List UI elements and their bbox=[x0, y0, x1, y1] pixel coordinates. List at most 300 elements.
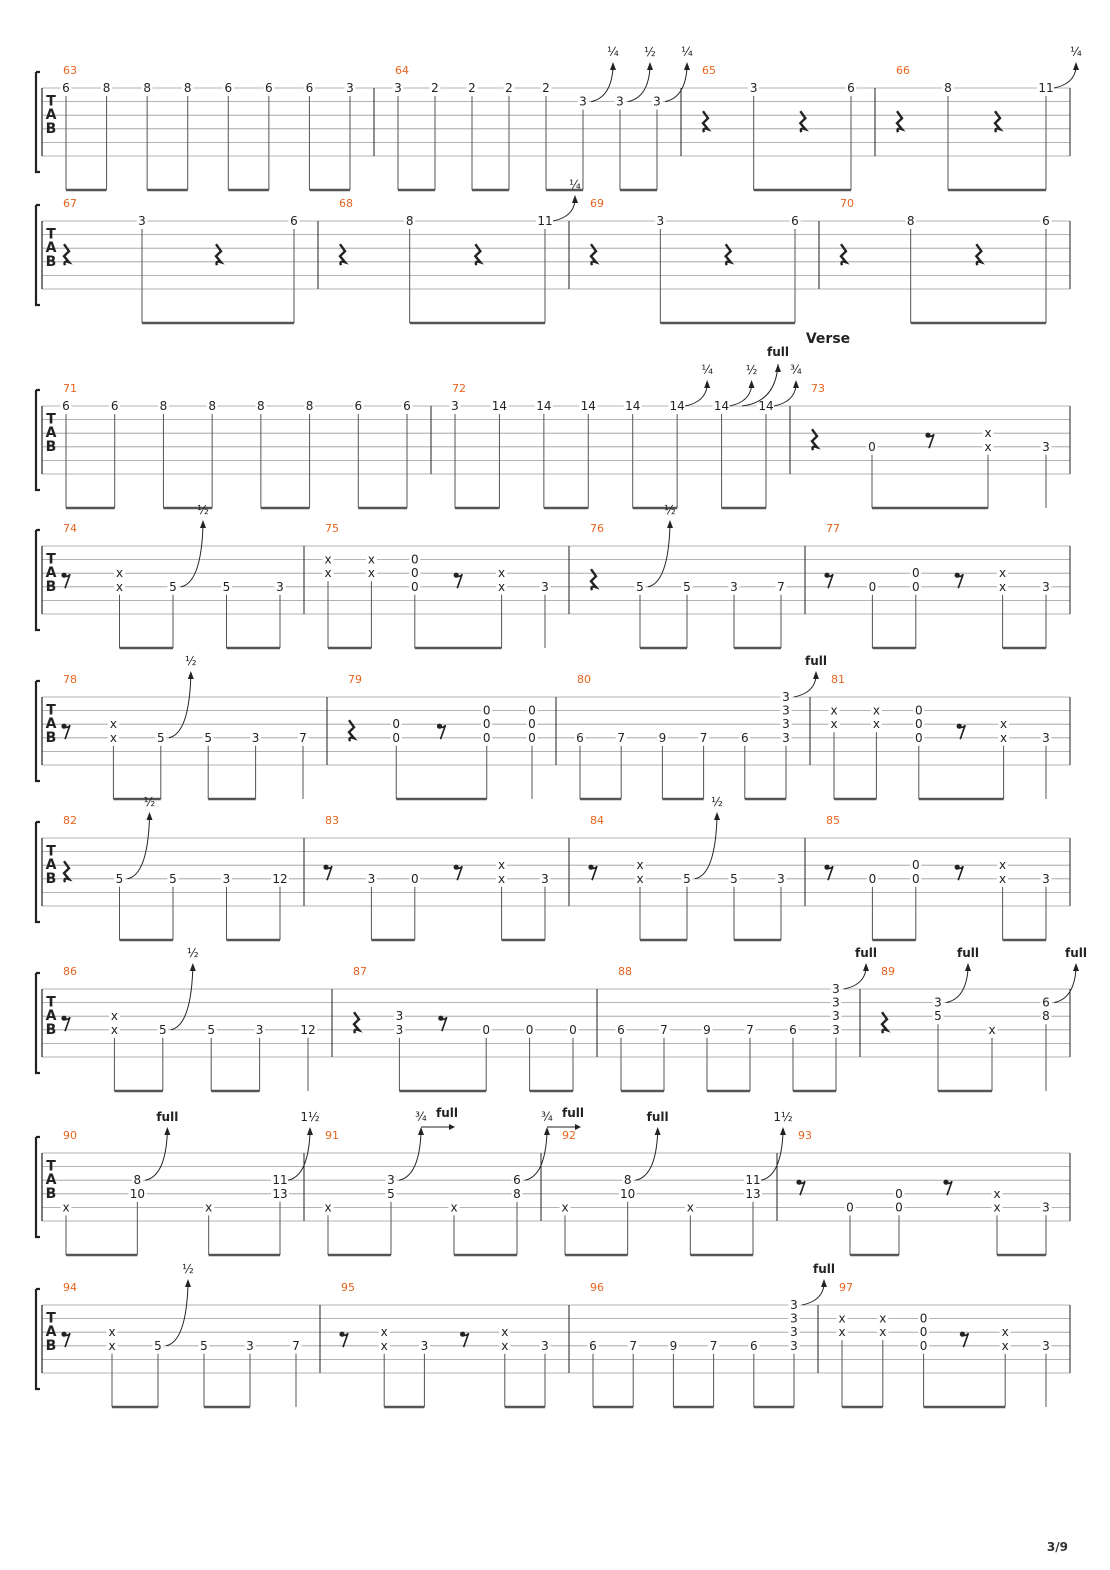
fret-number: 2 bbox=[468, 81, 476, 95]
fret-number: x bbox=[879, 1311, 887, 1326]
tab-note bbox=[391, 717, 402, 799]
fret-number: x bbox=[501, 1325, 509, 1340]
tab-clef-b: B bbox=[45, 870, 57, 887]
measure-number: 94 bbox=[63, 1281, 77, 1294]
rest bbox=[897, 111, 902, 132]
fret-number: 0 bbox=[846, 1200, 854, 1215]
tab-note bbox=[635, 503, 676, 648]
fret-number: 2 bbox=[542, 81, 550, 95]
measure-number: 83 bbox=[325, 814, 339, 827]
bend-curve bbox=[648, 526, 670, 587]
fret-number: 3 bbox=[541, 579, 549, 594]
tab-clef-b: B bbox=[45, 578, 57, 595]
fret-number: 6 bbox=[617, 1022, 625, 1037]
fret-number: 6 bbox=[1042, 214, 1050, 228]
fret-number: 12 bbox=[272, 871, 288, 886]
fret-number: x bbox=[498, 858, 506, 873]
fret-number: 0 bbox=[914, 717, 923, 732]
tab-clef-a: A bbox=[45, 1324, 57, 1341]
fret-number: 3 bbox=[749, 81, 758, 95]
tab-note bbox=[748, 81, 759, 190]
measure-82 bbox=[63, 795, 289, 940]
fret-number: 9 bbox=[658, 730, 667, 745]
fret-number: 0 bbox=[528, 730, 536, 745]
bend-arrow bbox=[572, 195, 578, 203]
bend-amount: full bbox=[805, 654, 827, 668]
rest bbox=[339, 1332, 348, 1348]
fret-number: 6 bbox=[740, 730, 749, 745]
fret-number: x bbox=[838, 1325, 846, 1340]
fret-number: 0 bbox=[528, 717, 536, 732]
fret-number: 5 bbox=[156, 730, 165, 745]
tab-note bbox=[114, 795, 155, 940]
tab-note bbox=[155, 654, 196, 799]
fret-number: 3 bbox=[420, 1338, 429, 1353]
bend-amount: 1½ bbox=[300, 1110, 320, 1124]
tab-note bbox=[393, 81, 404, 190]
fret-number: x bbox=[984, 439, 992, 454]
measure-number: 95 bbox=[341, 1281, 355, 1294]
fret-number: 3 bbox=[138, 214, 146, 228]
tab-note bbox=[578, 45, 620, 190]
tab-note bbox=[430, 81, 441, 190]
fret-number: 3 bbox=[1042, 1338, 1050, 1353]
tab-note bbox=[114, 566, 125, 648]
fret-number: 3 bbox=[255, 1022, 264, 1037]
rest bbox=[588, 865, 597, 881]
tab-note bbox=[713, 363, 758, 508]
fret-number: 0 bbox=[895, 1186, 903, 1201]
bend-curve bbox=[145, 1133, 167, 1180]
fret-number: 8 bbox=[143, 81, 151, 95]
fret-number: x bbox=[1001, 1325, 1009, 1340]
measure-75 bbox=[323, 522, 551, 648]
fret-number: 0 bbox=[525, 1022, 534, 1037]
tab-note bbox=[142, 81, 153, 190]
bend-arrow bbox=[544, 1127, 550, 1135]
fret-number: 8 bbox=[159, 399, 168, 413]
fret-number: 8 bbox=[102, 81, 111, 95]
tab-note bbox=[271, 1110, 320, 1255]
measure-number: 71 bbox=[63, 382, 77, 395]
tab-system-3 bbox=[36, 331, 1070, 508]
fret-number: 0 bbox=[482, 717, 491, 732]
tab-system-5 bbox=[36, 654, 1070, 799]
fret-number: x bbox=[110, 1022, 118, 1037]
fret-number: 6 bbox=[354, 399, 363, 413]
fret-number: 3 bbox=[246, 1338, 254, 1353]
bend-amount: ½ bbox=[197, 503, 209, 517]
system-bracket bbox=[36, 973, 40, 1073]
fret-number: x bbox=[498, 579, 506, 594]
fret-number: x bbox=[999, 566, 1007, 581]
fret-number: x bbox=[830, 717, 838, 732]
tab-note bbox=[905, 214, 916, 323]
fret-number: x bbox=[838, 1311, 846, 1326]
measure-number: 75 bbox=[325, 522, 339, 535]
fret-number: x bbox=[686, 1200, 694, 1215]
bend-amount: ¼ bbox=[1070, 45, 1082, 59]
measure-94 bbox=[61, 1262, 301, 1407]
tab-system-1 bbox=[36, 45, 1082, 190]
bend-curve bbox=[288, 1133, 310, 1180]
bend-arrow bbox=[655, 1127, 661, 1135]
fret-number: x bbox=[110, 1009, 118, 1024]
bend-curve bbox=[128, 818, 150, 879]
tab-note bbox=[379, 1325, 390, 1407]
fret-number: 12 bbox=[300, 1022, 316, 1037]
fret-number: 5 bbox=[200, 1338, 208, 1353]
rest bbox=[340, 244, 345, 265]
fret-number: 6 bbox=[589, 1338, 597, 1353]
measure-number: 65 bbox=[702, 64, 716, 77]
fret-number: x bbox=[1001, 1338, 1009, 1353]
measure-70 bbox=[840, 197, 1052, 323]
tab-note bbox=[157, 946, 198, 1091]
fret-number: x bbox=[999, 858, 1007, 873]
fret-number: 7 bbox=[777, 579, 785, 594]
tab-note bbox=[682, 795, 723, 940]
fret-number: 0 bbox=[868, 439, 876, 454]
rest bbox=[61, 724, 70, 740]
fret-number: 7 bbox=[629, 1338, 638, 1353]
bend-arrow bbox=[813, 671, 819, 679]
rest bbox=[955, 865, 964, 881]
rest bbox=[995, 111, 1000, 132]
bend-amount: full bbox=[1065, 946, 1087, 960]
tab-note bbox=[101, 81, 112, 190]
measure-97 bbox=[837, 1281, 1052, 1407]
tab-clef-a: A bbox=[45, 716, 57, 733]
tab-clef-t: T bbox=[46, 93, 56, 110]
measure-number: 89 bbox=[881, 965, 895, 978]
bend-amount: ½ bbox=[664, 503, 676, 517]
measure-number: 76 bbox=[590, 522, 604, 535]
bend-amount: ¾ bbox=[790, 363, 802, 377]
fret-number: 3 bbox=[782, 690, 790, 704]
rest bbox=[454, 573, 463, 589]
fret-number: 0 bbox=[914, 703, 923, 718]
fret-number: 11 bbox=[272, 1173, 288, 1188]
measure-number: 90 bbox=[63, 1129, 77, 1142]
tab-clef-b: B bbox=[45, 1021, 57, 1038]
tab-system-7 bbox=[36, 946, 1087, 1091]
fret-number: 5 bbox=[730, 871, 738, 886]
fret-number: 3 bbox=[790, 1298, 798, 1312]
fret-number: 3 bbox=[251, 730, 260, 745]
fret-number: 8 bbox=[183, 81, 192, 95]
fret-number: 14 bbox=[491, 399, 508, 413]
fret-number: x bbox=[324, 552, 332, 567]
fret-number: 0 bbox=[410, 552, 419, 567]
fret-number: x bbox=[367, 552, 375, 567]
bend-arrow bbox=[188, 671, 194, 679]
tab-note bbox=[790, 214, 801, 323]
fret-number: 10 bbox=[620, 1186, 636, 1201]
tab-note bbox=[168, 503, 209, 648]
rest bbox=[796, 1180, 805, 1196]
fret-number: 3 bbox=[832, 982, 840, 996]
fret-number: 3 bbox=[541, 1338, 549, 1353]
fret-number: x bbox=[324, 566, 332, 581]
rest bbox=[61, 573, 70, 589]
fret-number: 0 bbox=[482, 730, 491, 745]
fret-number: 14 bbox=[580, 399, 596, 413]
tab-note bbox=[490, 399, 508, 508]
fret-number: 7 bbox=[617, 730, 626, 745]
bend-arrow bbox=[749, 380, 755, 388]
bend-arrow bbox=[863, 963, 869, 971]
bend-curve bbox=[636, 1133, 658, 1180]
tab-note bbox=[504, 81, 515, 190]
bend-curve bbox=[685, 386, 707, 406]
fret-number: 6 bbox=[305, 81, 314, 95]
tab-clef-t: T bbox=[46, 994, 56, 1011]
bend-arrow bbox=[190, 963, 196, 971]
bend-curve bbox=[774, 386, 796, 406]
fret-number: 8 bbox=[257, 399, 265, 413]
fret-number: 6 bbox=[265, 81, 273, 95]
fret-number: 5 bbox=[115, 871, 124, 886]
tab-note bbox=[1037, 45, 1082, 190]
measure-85 bbox=[824, 814, 1051, 940]
measure-number: 72 bbox=[452, 382, 466, 395]
tab-note bbox=[983, 426, 994, 508]
measure-79 bbox=[348, 673, 538, 799]
rest bbox=[475, 244, 480, 265]
bend-amount: ½ bbox=[182, 1262, 194, 1276]
tab-note bbox=[1041, 1200, 1052, 1255]
fret-number: 14 bbox=[625, 399, 641, 413]
bend-arrow bbox=[684, 62, 690, 70]
measure-90 bbox=[61, 1110, 320, 1255]
tab-clef-b: B bbox=[45, 120, 57, 137]
measure-number: 82 bbox=[63, 814, 77, 827]
measure-number: 63 bbox=[63, 64, 77, 77]
fret-number: x bbox=[205, 1200, 213, 1215]
rest bbox=[960, 1332, 969, 1348]
fret-number: 5 bbox=[169, 579, 177, 594]
fret-number: x bbox=[636, 858, 644, 873]
rest bbox=[824, 573, 833, 589]
bend-arrow bbox=[647, 62, 653, 70]
fret-number: x bbox=[988, 1022, 996, 1037]
tab-note bbox=[496, 566, 507, 648]
measure-78 bbox=[61, 654, 308, 799]
rest bbox=[824, 865, 833, 881]
fret-number: 3 bbox=[541, 871, 549, 886]
fret-number: x bbox=[872, 717, 880, 732]
bend-amount: ½ bbox=[711, 795, 723, 809]
tab-note bbox=[997, 858, 1008, 940]
tab-note bbox=[619, 1110, 669, 1255]
tab-note bbox=[61, 399, 72, 508]
bend-curve bbox=[1054, 68, 1076, 88]
bend-amount: ¼ bbox=[569, 178, 581, 192]
fret-number: x bbox=[872, 703, 880, 718]
tab-note bbox=[304, 399, 315, 508]
fret-number: 8 bbox=[906, 214, 915, 228]
measure-number: 91 bbox=[325, 1129, 339, 1142]
fret-number: x bbox=[498, 566, 506, 581]
tab-note bbox=[535, 399, 553, 508]
measure-92 bbox=[560, 1110, 793, 1255]
tab-note bbox=[158, 399, 169, 508]
bend-arrow bbox=[775, 364, 781, 372]
measure-89 bbox=[881, 946, 1087, 1091]
fret-number: x bbox=[1000, 730, 1008, 745]
bend-curve bbox=[1054, 969, 1076, 1003]
fret-number: 8 bbox=[623, 1173, 632, 1188]
fret-number: 0 bbox=[911, 858, 920, 873]
fret-number: 7 bbox=[660, 1022, 668, 1037]
measure-71 bbox=[61, 382, 413, 508]
fret-number: 11 bbox=[1038, 81, 1054, 95]
bend-arrow bbox=[793, 380, 799, 388]
tab-note bbox=[323, 1200, 334, 1255]
bend-amount-secondary: full bbox=[436, 1106, 458, 1120]
fret-number: 3 bbox=[367, 871, 376, 886]
bend-amount: full bbox=[156, 1110, 179, 1124]
fret-number: x bbox=[380, 1325, 388, 1340]
bend-arrow bbox=[704, 380, 710, 388]
measure-72 bbox=[450, 363, 803, 508]
fret-number: 8 bbox=[944, 81, 952, 95]
bend-curve bbox=[695, 818, 717, 879]
tab-clef-a: A bbox=[45, 857, 57, 874]
tab-note bbox=[615, 45, 656, 190]
fret-number: 0 bbox=[919, 1338, 928, 1353]
measure-73 bbox=[811, 382, 1052, 508]
fret-number: 0 bbox=[569, 1022, 577, 1037]
fret-number: 0 bbox=[911, 566, 920, 581]
tab-note bbox=[541, 81, 552, 190]
fret-number: 5 bbox=[636, 579, 644, 594]
system-bracket bbox=[36, 390, 40, 490]
measure-65 bbox=[702, 64, 857, 190]
tab-note bbox=[353, 399, 364, 508]
fret-number: 0 bbox=[895, 1200, 903, 1215]
fret-number: x bbox=[498, 871, 506, 886]
measure-80 bbox=[575, 654, 828, 799]
tab-note bbox=[203, 1200, 214, 1255]
measure-67 bbox=[63, 197, 300, 323]
rest bbox=[61, 1332, 70, 1348]
fret-number: 0 bbox=[482, 703, 491, 718]
tab-clef-a: A bbox=[45, 565, 57, 582]
tab-note bbox=[255, 399, 266, 508]
fret-number: 3 bbox=[653, 94, 661, 109]
fret-number: x bbox=[993, 1200, 1001, 1215]
fret-number: 5 bbox=[387, 1186, 395, 1201]
system-bracket bbox=[36, 205, 40, 305]
rest bbox=[354, 1012, 359, 1033]
bend-arrow bbox=[965, 963, 971, 971]
fret-number: 6 bbox=[290, 214, 298, 228]
bend-curve bbox=[844, 969, 866, 989]
system-bracket bbox=[36, 1289, 40, 1389]
fret-number: 3 bbox=[790, 1311, 798, 1326]
rest bbox=[726, 244, 731, 265]
fret-number: 3 bbox=[346, 81, 354, 95]
fret-number: 6 bbox=[847, 81, 855, 95]
system-bracket bbox=[36, 72, 40, 172]
measure-95 bbox=[339, 1281, 550, 1407]
rest bbox=[64, 861, 69, 882]
bend-arrow bbox=[418, 1127, 424, 1135]
fret-number: 3 bbox=[451, 399, 459, 413]
fret-number: 5 bbox=[158, 1022, 167, 1037]
measure-81 bbox=[829, 673, 1052, 799]
bend-arrow bbox=[200, 520, 206, 528]
fret-number: 3 bbox=[790, 1325, 798, 1340]
tab-system-2 bbox=[36, 178, 1070, 323]
measure-68 bbox=[339, 178, 581, 323]
bend-curve bbox=[794, 677, 816, 697]
fret-number: 14 bbox=[669, 399, 685, 413]
fret-number: 13 bbox=[272, 1186, 288, 1201]
tab-note bbox=[998, 717, 1009, 799]
bend-curve bbox=[761, 1133, 783, 1180]
bend-curve bbox=[553, 201, 575, 221]
measure-number: 80 bbox=[577, 673, 591, 686]
measure-84 bbox=[588, 795, 786, 940]
fret-number: 3 bbox=[387, 1173, 395, 1188]
fret-number: 5 bbox=[169, 871, 177, 886]
fret-number: x bbox=[450, 1200, 458, 1215]
bend-amount: ¾ bbox=[415, 1110, 427, 1124]
tab-note bbox=[831, 946, 878, 1091]
bend-curve bbox=[665, 68, 687, 102]
tab-note bbox=[499, 1325, 510, 1407]
bend-arrow bbox=[1073, 963, 1079, 971]
bend-amount: full bbox=[813, 1262, 835, 1276]
rest bbox=[955, 573, 964, 589]
tab-clef-a: A bbox=[45, 1008, 57, 1025]
system-bracket bbox=[36, 1137, 40, 1237]
tab-note bbox=[536, 178, 581, 323]
measure-number: 66 bbox=[896, 64, 910, 77]
fret-number: 14 bbox=[536, 399, 552, 413]
bend-amount-secondary: full bbox=[562, 1106, 584, 1120]
fret-number: 10 bbox=[129, 1186, 145, 1201]
tab-note bbox=[668, 363, 713, 508]
tab-note bbox=[128, 1110, 178, 1255]
bend-arrow bbox=[147, 812, 153, 820]
fret-number: 3 bbox=[1042, 579, 1050, 594]
bend-amount: ¼ bbox=[607, 45, 619, 59]
tab-clef-t: T bbox=[46, 226, 56, 243]
fret-number: 0 bbox=[911, 579, 920, 594]
measure-number: 68 bbox=[339, 197, 353, 210]
rest bbox=[454, 865, 463, 881]
measure-number: 97 bbox=[839, 1281, 853, 1294]
tab-note bbox=[223, 81, 234, 190]
tab-note bbox=[61, 1200, 72, 1255]
tab-note bbox=[910, 566, 921, 648]
tab-note bbox=[108, 717, 119, 799]
tab-note bbox=[450, 399, 461, 508]
fret-number: 5 bbox=[934, 1009, 942, 1024]
tab-clef-b: B bbox=[45, 253, 57, 270]
tab-clef-b: B bbox=[45, 1185, 57, 1202]
fret-number: 5 bbox=[204, 730, 213, 745]
tab-clef-t: T bbox=[46, 551, 56, 568]
measure-number: 70 bbox=[840, 197, 854, 210]
fret-number: 8 bbox=[405, 214, 414, 228]
tab-clef-t: T bbox=[46, 411, 56, 428]
fret-number: 0 bbox=[482, 1022, 491, 1037]
